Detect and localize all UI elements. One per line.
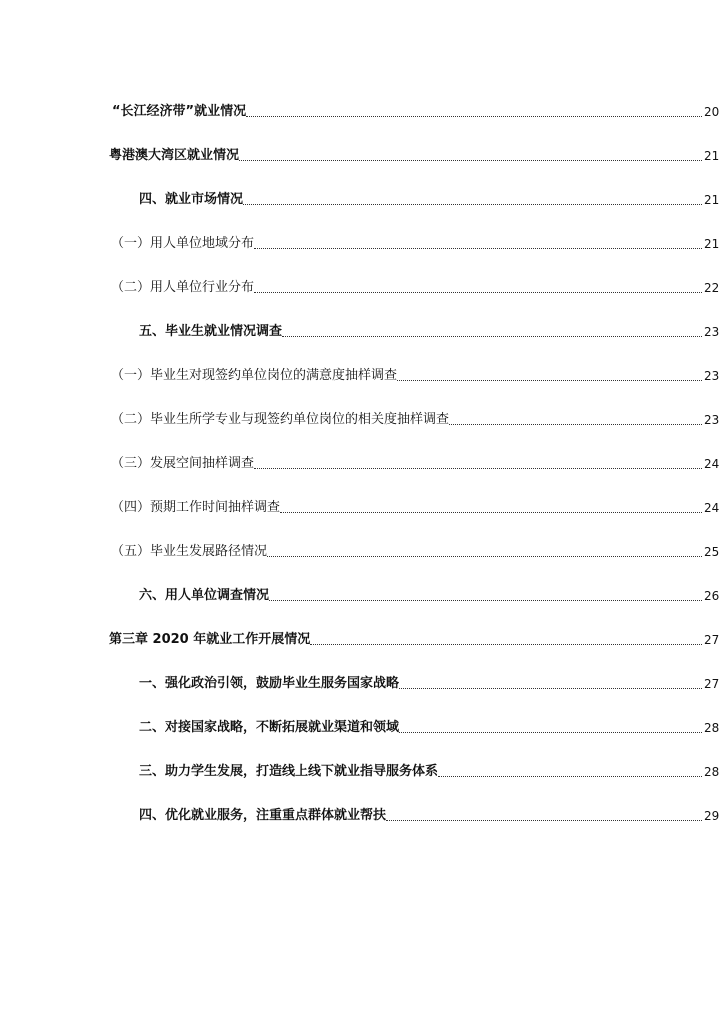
toc-dot-leader — [280, 512, 702, 513]
toc-entry[interactable] — [0, 494, 724, 516]
toc-page-number: 29 — [704, 809, 720, 823]
toc-dot-leader — [449, 424, 702, 425]
toc-dot-leader — [399, 688, 702, 689]
toc-dot-leader — [254, 248, 702, 249]
toc-page-number: 22 — [704, 281, 720, 295]
toc-dot-leader — [282, 336, 702, 337]
toc-page-number: 27 — [704, 633, 720, 647]
toc-page-number: 24 — [704, 457, 720, 471]
toc-entry-title: 第三章 2020 年就业工作开展情况 — [109, 632, 311, 647]
toc-entry[interactable] — [0, 274, 724, 296]
toc-entry-title: 一、强化政治引领，鼓励毕业生服务国家战略 — [139, 676, 400, 691]
toc-entry[interactable] — [0, 670, 724, 692]
toc-entry[interactable] — [0, 450, 724, 472]
toc-page-number: 27 — [704, 677, 720, 691]
toc-dot-leader — [386, 820, 702, 821]
toc-page-number: 24 — [704, 501, 720, 515]
toc-entry-title: 二、对接国家战略，不断拓展就业渠道和领域 — [139, 720, 400, 735]
toc-entry[interactable] — [0, 98, 724, 120]
toc-entry[interactable] — [0, 538, 724, 560]
toc-entry[interactable] — [0, 186, 724, 208]
toc-page-number: 25 — [704, 545, 720, 559]
toc-dot-leader — [254, 292, 702, 293]
toc-page-number: 21 — [704, 149, 720, 163]
toc-entry-title: 粤港澳大湾区就业情况 — [109, 148, 240, 163]
toc-page-number: 20 — [704, 105, 720, 119]
toc-dot-leader — [243, 204, 702, 205]
toc-entry[interactable] — [0, 230, 724, 252]
toc-dot-leader — [310, 644, 702, 645]
toc-entry-title: （一）用人单位地域分布 — [111, 236, 255, 251]
toc-entry-title: （五）毕业生发展路径情况 — [111, 544, 268, 559]
toc-page-number: 23 — [704, 413, 720, 427]
toc-page-number: 21 — [704, 237, 720, 251]
toc-entry-title: 六、用人单位调查情况 — [139, 588, 270, 603]
toc-dot-leader — [399, 732, 702, 733]
toc-entry-title: （二）毕业生所学专业与现签约单位岗位的相关度抽样调查 — [111, 412, 450, 427]
toc-entry-title: （二）用人单位行业分布 — [111, 280, 255, 295]
toc-page-number: 21 — [704, 193, 720, 207]
toc-entry[interactable] — [0, 318, 724, 340]
toc-entry-title: （四）预期工作时间抽样调查 — [111, 500, 281, 515]
toc-entry-title: （一）毕业生对现签约单位岗位的满意度抽样调查 — [111, 368, 398, 383]
toc-page-number: 28 — [704, 721, 720, 735]
toc-page-number: 26 — [704, 589, 720, 603]
toc-dot-leader — [438, 776, 702, 777]
toc-page-number: 28 — [704, 765, 720, 779]
toc-dot-leader — [239, 160, 702, 161]
toc-dot-leader — [397, 380, 702, 381]
toc-entry-title: 四、就业市场情况 — [139, 192, 244, 207]
toc-entry-title: 三、助力学生发展，打造线上线下就业指导服务体系 — [139, 764, 439, 779]
toc-entry[interactable] — [0, 802, 724, 824]
toc-entry[interactable] — [0, 626, 724, 648]
toc-entry-title: “长江经济带”就业情况 — [112, 104, 247, 119]
toc-entry[interactable] — [0, 406, 724, 428]
toc-dot-leader — [254, 468, 702, 469]
toc-dot-leader — [246, 116, 702, 117]
toc-entry[interactable] — [0, 582, 724, 604]
toc-page-number: 23 — [704, 369, 720, 383]
toc-entry-title: （三）发展空间抽样调查 — [111, 456, 255, 471]
toc-entry[interactable] — [0, 714, 724, 736]
toc-dot-leader — [267, 556, 702, 557]
toc-entry[interactable] — [0, 142, 724, 164]
toc-entry[interactable] — [0, 362, 724, 384]
toc-entry-title: 四、优化就业服务，注重重点群体就业帮扶 — [139, 808, 387, 823]
toc-page-number: 23 — [704, 325, 720, 339]
toc-dot-leader — [269, 600, 702, 601]
toc-entry-title: 五、毕业生就业情况调查 — [139, 324, 283, 339]
toc-entry[interactable] — [0, 758, 724, 780]
